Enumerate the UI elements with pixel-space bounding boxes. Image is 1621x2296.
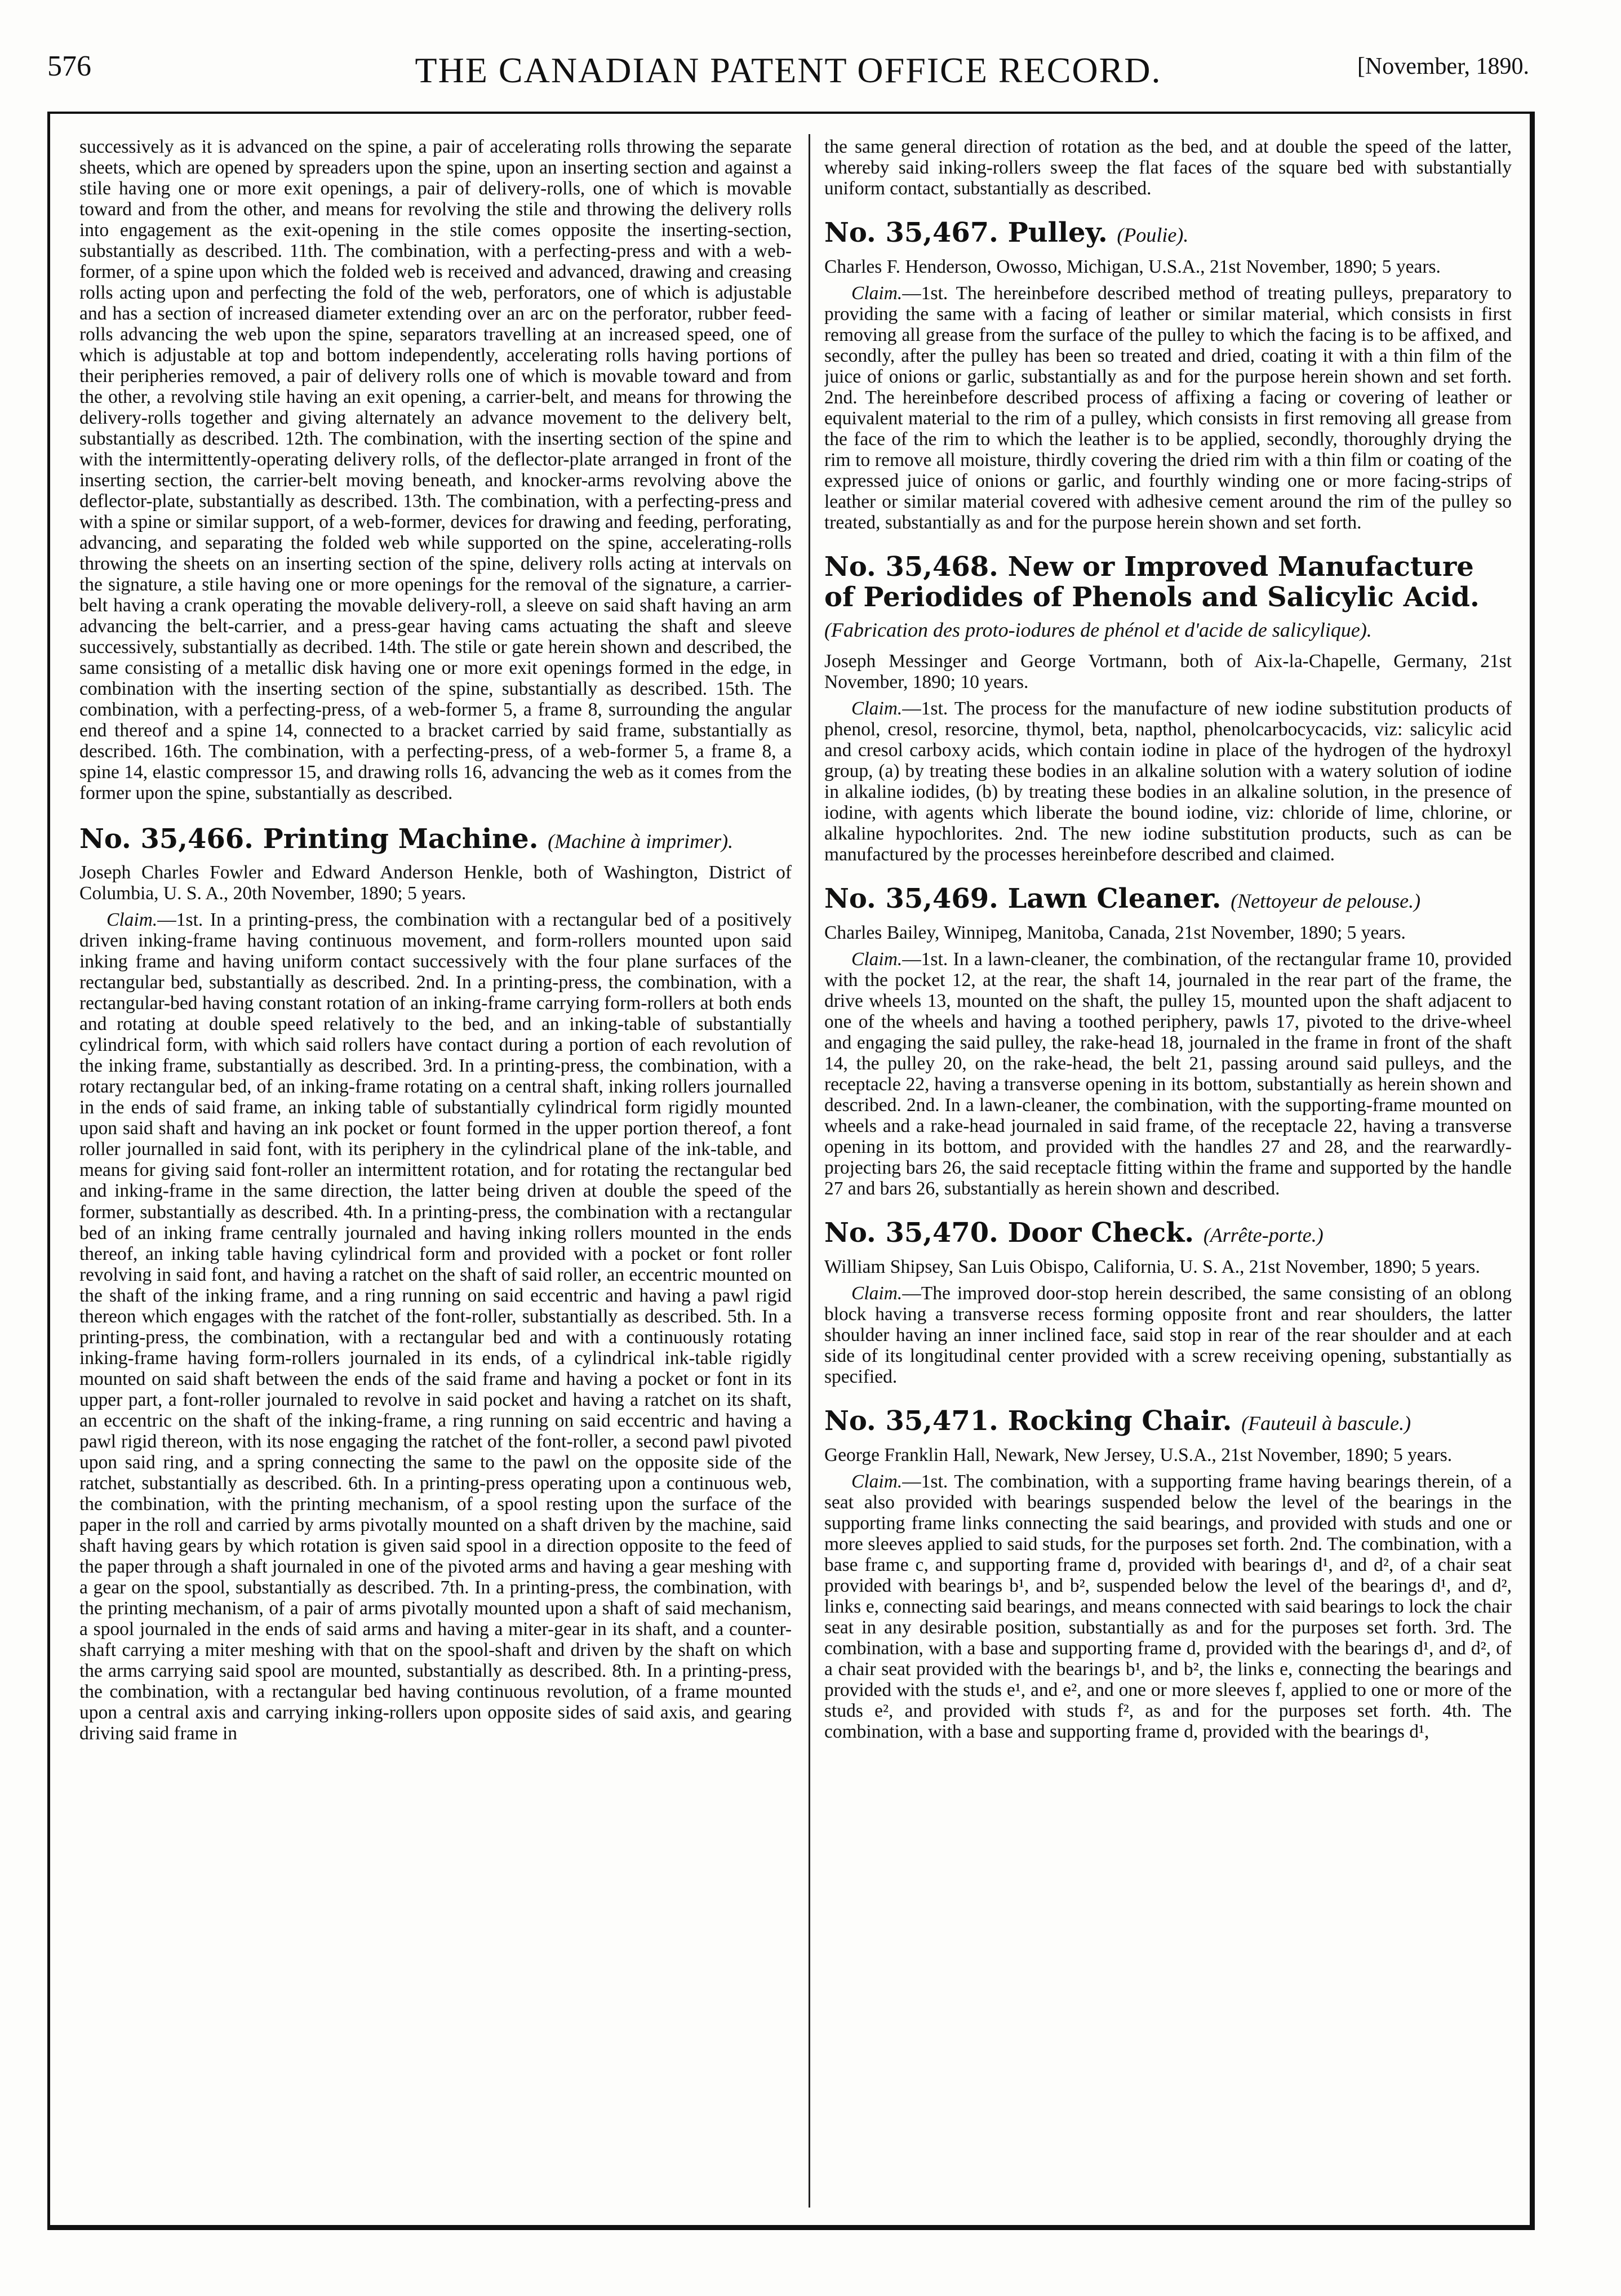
patent-entry-35468-title: No. 35,468. New or Improved Manufacture of Periodides of Phenols and Salicylic Acid. (Fabrication des proto-iodures de phénol et d'acide de salicylique). [824, 551, 1480, 641]
issue-date: [November, 1890. [1357, 54, 1529, 79]
claim-text: Claim.—1st. The combination, with a supporting frame having bearings therein, of a seat also provided with bearings suspended below the level of the bearings in the supporting frame links connecting the said bearings, and provided with studs and one or more sleeves applied to said studs, for the purposes set forth. 2nd. The combination, with a base frame c, and supporting frame d, provided with bearings d¹, and d², of a chair seat provided with bearings b¹, and b², suspended below the level of the bearings d¹, and d², links e, connecting said bearings, and means connected with said bearings to lock the chair seat in any desirable position, substantially as and for the purposes set forth. 3rd. The combination, with a base and supporting frame d, provided with the bearings d¹, and d², of a chair seat provided with the bearings b¹, and b², the links e, connecting the bearings and provided with the studs e¹, and e², and one or more sleeves f, applied to one or more of the studs e², and provided with studs f², as and for the purposes set forth. 4th. The combination, with a base and supporting frame d, provided with the bearings d¹, [824, 1471, 1512, 1743]
patent-entry-35470-title: No. 35,470. Door Check. (Arrête-porte.) [824, 1217, 1324, 1249]
page-number: 576 [47, 50, 91, 82]
patentee: Joseph Messinger and George Vortmann, both of Aix-la-Chapelle, Germany, 21st November, 1890; 10 years. [824, 651, 1512, 693]
patentee: William Shipsey, San Luis Obispo, California, U. S. A., 21st November, 1890; 5 years. [824, 1256, 1480, 1278]
right-column [824, 136, 1512, 2202]
continuation-text: successively as it is advanced on the spine, a pair of accelerating rolls throwing the separate sheets, which are opened by spreaders upon the spine, upon an inserting section and against a stile having one or more exit openings, a pair of delivery-rolls, one of which is movable toward and from the other, and means for revolving the stile and throwing the delivery rolls into engagement as the exit-opening in the stile comes opposite the inserting-section, substantially as described. 11th. The combination, with a perfecting-press and with a web-former, of a spine upon which the folded web is received and advanced, drawing and creasing rolls acting upon and perfecting the fold of the web, perforators, one of which is adjustable and has a section of increased diameter extending over an arc on the perforator, rubber feed-rolls advancing the web upon the spine, separators travelling at an increased speed, one of which is adjustable at top and bottom independently, accelerating rolls having portions of their peripheries removed, a pair of delivery rolls one of which is movable toward and from the other, a revolving stile having an exit opening, a carrier-belt, and means for throwing the delivery-rolls together and giving alternately an advance movement to the delivery belt, substantially as described. 12th. The combination, with the inserting section of the spine and with the intermittently-operating delivery rolls, of the deflector-plate arranged in front of the inserting section, the carrier-belt moving beneath, and knocker-arms revolving above the deflector-plate, substantially as described. 13th. The combination, with a perfecting-press and with a spine or similar support, of a web-former, devices for drawing and feeding, perforating, advancing, and separating the folded web while supported on the spine, accelerating-rolls throwing the sheets on an inserting section of the spine, delivery rolls acting at intervals on the signature, a stile having one or more openings for the removal of the signature, a carrier-belt having a crank operating the movable delivery-roll, a sleeve on said shaft having an arm advancing the belt-carrier, and a press-gear having cams actuating the shaft and sleeve successively, substantially as decribed. 14th. The stile or gate herein shown and described, the same consisting of a metallic disk having one or more exit openings formed in the edge, in combination with the inserting section of the spine, substantially as described. 15th. The combination, with a perfecting-press, of a web-former 5, a frame 8, surrounding the angular end thereof and a spine 14, connected to a bracket carried by said frame, substantially as described. 16th. The combination, with a perfecting-press, of a web-former 5, a frame 8, a spine 14, elastic compressor 15, and drawing rolls 16, advancing the web as it comes from the former upon the spine, substantially as described. [79, 136, 792, 804]
french-title: (Nettoyeur de pelouse.) [1231, 890, 1421, 913]
left-column [79, 136, 792, 2202]
patentee: Charles Bailey, Winnipeg, Manitoba, Canada, 21st November, 1890; 5 years. [824, 922, 1406, 944]
column-divider [809, 134, 810, 2208]
patent-entry-35467-title: No. 35,467. Pulley. (Poulie). [824, 217, 1189, 249]
patentee: Charles F. Henderson, Owosso, Michigan, U.S.A., 21st November, 1890; 5 years. [824, 256, 1441, 277]
page-header [47, 50, 1529, 95]
claim-text: Claim.—The improved door-stop herein described, the same consisting of an oblong block having a transverse recess forming opposite front and rear shoulders, the latter shoulder having an inner inclined face, said stop in rear of the rear shoulder and at each side of its longitudinal center provided with a screw receiving opening, substantially as specified. [824, 1283, 1512, 1388]
continuation-text: the same general direction of rotation as the bed, and at double the speed of the latter, whereby said inking-rollers sweep the flat faces of the square bed with substantially uniform contact, substantially as described. [824, 136, 1512, 199]
french-title: (Machine à imprimer). [548, 829, 734, 852]
patent-entry-35466-title: No. 35,466. Printing Machine. (Machine à imprimer). [79, 823, 734, 855]
french-title: (Poulie). [1117, 224, 1189, 247]
patentee: Joseph Charles Fowler and Edward Anderson Henkle, both of Washington, District of Columbia, U. S. A., 20th November, 1890; 5 years. [79, 862, 792, 904]
french-title: (Arrête-porte.) [1203, 1224, 1324, 1247]
patent-entry-35469-title: No. 35,469. Lawn Cleaner. (Nettoyeur de pelouse.) [824, 883, 1421, 915]
claim-text: Claim.—1st. The hereinbefore described method of treating pulleys, preparatory to providing the same with a facing of leather or similar material, which consists in first removing all grease from the surface of the pulley to which the facing is to be affixed, and secondly, after the pulley has been so treated and dried, coating it with a thin film of the juice of onions or garlic, substantially as and for the purpose herein shown and set forth. 2nd. The hereinbefore described process of affixing a facing or covering of leather or equivalent material to the rim of a pulley, which consists in first removing all grease from the face of the rim to which the leather is to be applied, secondly, thoroughly drying the rim to remove all moisture, thirdly covering the dried rim with a thin film or coating of the expressed juice of onions or garlic, and fourthly winding one or more facing-strips of leather or similar material covered with adhesive cement around the rim of the pulley so treated, substantially as and for the purpose herein shown and set forth. [824, 282, 1512, 533]
patent-entry-35471-title: No. 35,471. Rocking Chair. (Fauteuil à bascule.) [824, 1405, 1411, 1437]
french-title: (Fauteuil à bascule.) [1241, 1412, 1411, 1435]
claim-text: Claim.—1st. The process for the manufacture of new iodine substitution products of phenol, cresol, resorcine, thymol, beta, napthol, phenolcarbocycacids, viz: salicylic acid and cresol carboxy acids, which contain iodine in place of the hydrogen of the hydroxyl group, (a) by treating these bodies in an alkaline solution with a watery solution of iodine in alkaline iodides, (b) by treating these bodies in an alkaline solution, in the presence of iodine, with agents which liberate the bound iodine, viz: chloride of lime, chlorine, or alkaline hypochlorites. 2nd. The new iodine substitution products, such as can be manufactured by the processes hereinbefore described and claimed. [824, 698, 1512, 865]
page-frame [47, 112, 1535, 2230]
claim-text: Claim.—1st. In a printing-press, the combination with a rectangular bed of a positively driven inking-frame having continuous movement, and form-rollers mounted upon said inking frame and having uniform contact successively with the four plane surfaces of the rectangular bed, substantially as described. 2nd. In a printing-press, the combination, with a rectangular-bed having constant rotation of an inking-frame carrying form-rollers at both ends and rotating at double speed relatively to the bed, and an inking-table of substantially cylindrical form, with which said rollers have contact during a portion of each revolution of the inking frame, substantially as described. 3rd. In a printing-press, the combination, with a rotary rectangular bed, of an inking-frame rotating on a central shaft, inking rollers journalled in the ends of said frame, an inking table of substantially cylindrical form rigidly mounted upon said shaft and having an ink pocket or fount formed in the upper portion thereof, a font roller journalled in said font, with its periphery in the cylindrical plane of the ink-table, and means for giving said font-roller an intermittent rotation, and for rotating the rectangular bed and inking-frame in the same direction, the latter being driven at double the speed of the former, substantially as described. 4th. In a printing-press, the combination with a rectangular bed of an inking frame centrally journaled and having inking rollers mounted in the ends thereof, an inking table having cylindrical form and provided with a pocket or font roller revolving in said font, and having a ratchet on the shaft of said roller, an eccentric mounted on the shaft of the inking frame, and a ring running on said eccentric and having a pawl rigid thereon which engages with the ratchet of the font-roller, substantially as described. 5th. In a printing-press, the combination, with a rectangular bed and with a continuously rotating inking-frame having form-rollers journaled in its ends, of a cylindrical ink-table rigidly mounted on said shaft between the ends of the said frame and having a pocket or font in its upper part, a font-roller journaled to revolve in said pocket and having a ratchet on its shaft, an eccentric on the shaft of the inking-frame, a ring running on said eccentric and having a pawl rigid thereon, with its nose engaging the ratchet of the font-roller, a second pawl pivoted upon said ring, and a spring connecting the same to the pawl on the opposite side of the ratchet, substantially as described. 6th. In a printing-press operating upon a continuous web, the combination, with the printing mechanism, of a spool resting upon the surface of the paper in the roll and carried by arms pivotally mounted on a shaft driven by the machine, said shaft having gears by which rotation is given said spool in a direction opposite to the feed of the paper through a shaft journaled in one of the pivoted arms and having a gear meshing with a gear on the spool, substantially as described. 7th. In a printing-press, the combination, with the printing mechanism, of a pair of arms pivotally mounted upon a shaft of said mechanism, a spool journaled in the ends of said arms and having a miter-gear in its shaft, and a counter-shaft carrying a miter meshing with that on the spool-shaft and driven by the shaft on which the arms carrying said spool are mounted, substantially as described. 8th. In a printing-press, the combination, with a rectangular bed having continuous revolution, of a frame mounted upon a central axis and carrying inking-rollers upon opposite sides of said axis, and gearing driving said frame in [79, 909, 792, 1744]
patentee: George Franklin Hall, Newark, New Jersey, U.S.A., 21st November, 1890; 5 years. [824, 1444, 1453, 1465]
french-title: (Fabrication des proto-iodures de phénol et d'acide de salicylique). [824, 618, 1372, 641]
publication-title: THE CANADIAN PATENT OFFICE RECORD. [415, 50, 1162, 90]
claim-text: Claim.—1st. In a lawn-cleaner, the combination, of the rectangular frame 10, provided with the pocket 12, at the rear, the shaft 14, journaled in the rear part of the frame, the drive wheels 13, mounted on the shaft, the pulley 15, mounted upon the shaft adjacent to one of the wheels and having a toothed periphery, pawls 17, pivoted to the drive-wheel and engaging the said pulley, the rake-head 18, journaled in the frame in front of the shaft 14, the pulley 20, on the rake-head, the belt 21, passing around said pulleys, and the receptacle 22, having a transverse opening in its bottom, substantially as herein shown and described. 2nd. In a lawn-cleaner, the combination, with the supporting-frame mounted on wheels and a rake-head journaled in said frame, of the receptacle 22, having a transverse opening in its bottom, and provided with the handles 27 and 28, and the rearwardly-projecting bars 26, the said receptacle fitting within the frame and supported by the handle 27 and bars 26, substantially as herein shown and described. [824, 949, 1512, 1200]
